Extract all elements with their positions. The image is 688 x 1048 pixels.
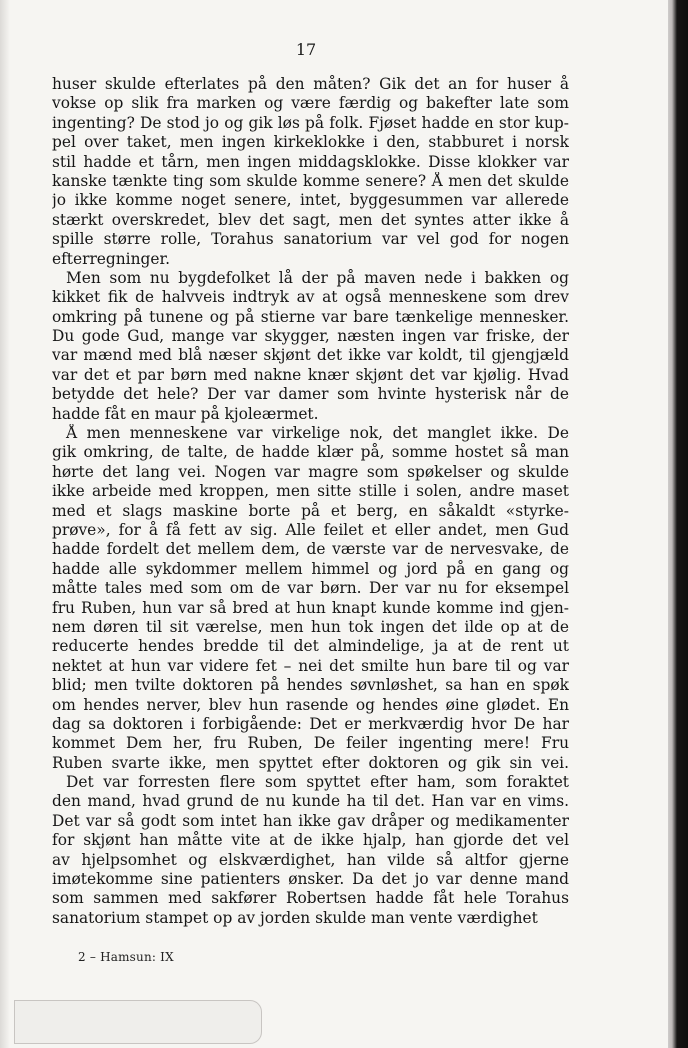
text-line: kikket fik de halvveis indtryk av at også menneskene som drev — [52, 288, 569, 307]
text-line: pel over taket, men ingen kirkeklokke i den, stabburet i norsk — [52, 133, 569, 152]
page-binding-shadow — [0, 0, 10, 1048]
text-line: var det et par børn med nakne knær skjønt det var kjølig. Hvad — [52, 365, 569, 384]
text-line: Det var forresten flere som spyttet efter ham, som foraktet — [66, 773, 569, 792]
text-line: reducerte hendes bredde til det almindelige, ja at de rent ut — [52, 637, 569, 656]
book-edge — [668, 0, 688, 1048]
text-line: hadde alle sykdommer mellem himmel og jord på en gang og — [52, 559, 569, 578]
text-line: vokse op slik fra marken og være færdig og bakefter late som — [52, 94, 569, 113]
text-line: spille større rolle, Torahus sanatorium var vel god for nogen — [52, 230, 569, 249]
text-line: med et slags maskine borte på et berg, en såkaldt «styrke- — [52, 501, 569, 520]
text-line: kommet Dem her, fru Ruben, De feiler ingenting mere! Fru — [52, 734, 569, 753]
text-line: imøtekomme sine patienters ønsker. Da det jo var denne mand — [52, 870, 569, 889]
text-line: var mænd med blå næser skjønt det ikke var koldt, til gjengjæld — [52, 346, 569, 365]
text-line: efterregninger. — [52, 249, 171, 268]
text-line: for skjønt han måtte vite at de ikke hjalp, han gjorde det vel — [52, 831, 569, 850]
text-line: måtte tales med som om de var børn. Der var nu for eksempel — [52, 579, 569, 598]
text-line: blid; men tvilte doktoren på hendes søvnløshet, sa han en spøk — [52, 676, 569, 695]
text-line: betydde det hele? Der var damer som hvinte hysterisk når de — [52, 385, 569, 404]
text-line: nektet at hun var videre fet – nei det smilte hun bare til og var — [52, 656, 569, 675]
text-line: om hendes nerver, blev hun rasende og hendes øine glødet. En — [52, 695, 569, 714]
text-line: av hjelpsomhet og elskværdighet, han vilde så altfor gjerne — [52, 850, 569, 869]
text-line: ikke arbeide med kroppen, men sitte stille i solen, andre maset — [52, 482, 569, 501]
text-line: fru Ruben, hun var så bred at hun knapt kunde komme ind gjen- — [52, 598, 569, 617]
body-text — [52, 75, 569, 928]
text-line: den mand, hvad grund de nu kunde ha til det. Han var en vims. — [52, 792, 569, 811]
text-line: hørte det lang vei. Nogen var magre som spøkelser og skulde — [52, 462, 569, 481]
text-line: hadde fåt en maur på kjoleærmet. — [52, 404, 319, 423]
text-line: huser skulde efterlates på den måten? Gik det an for huser å — [52, 75, 569, 93]
text-line: hadde fordelt det mellem dem, de værste var de nervesvake, de — [52, 540, 569, 559]
text-line: Ruben svarte ikke, men spyttet efter doktoren og gik sin vei. — [52, 753, 569, 772]
text-line: Det var så godt som intet han ikke gav dråper og medikamenter — [52, 811, 569, 830]
text-line: sanatorium stampet op av jorden skulde man vente værdighet — [52, 908, 538, 927]
text-line: stil hadde et tårn, men ingen middagsklokke. Disse klokker var — [52, 152, 569, 171]
page-number: 17 — [295, 40, 317, 59]
text-line: jo ikke komme noget senere, intet, byggesummen var allerede — [52, 191, 569, 210]
text-line: Du gode Gud, mange var skygger, næsten ingen var friske, der — [52, 327, 569, 346]
text-line: Men som nu bygdefolket lå der på maven nede i bakken og — [66, 268, 569, 287]
text-line: gik omkring, de talte, de hadde klær på, somme hostet så man — [52, 443, 569, 462]
library-label — [14, 1000, 262, 1044]
text-line: prøve», for å få fett av sig. Alle feilet et eller andet, men Gud — [52, 520, 569, 539]
signature-mark: 2 – Hamsun: IX — [78, 950, 174, 964]
text-line: ingenting? De stod jo og gik løs på folk. Fjøset hadde en stor kup- — [52, 113, 569, 132]
text-line: som sammen med sakfører Robertsen hadde fåt hele Torahus — [52, 889, 569, 908]
text-line: stærkt overskredet, blev det sagt, men det syntes atter ikke å — [52, 210, 569, 229]
text-line: kanske tænkte ting som skulde komme senere? Å men det skulde — [52, 171, 569, 190]
text-line: Å men menneskene var virkelige nok, det manglet ikke. De — [66, 424, 569, 443]
text-line: omkring på tunene og på stierne var bare tænkelige mennesker. — [52, 307, 569, 326]
text-line: nem døren til sit værelse, men hun tok ingen det ilde op at de — [52, 617, 569, 636]
text-line: dag sa doktoren i forbigående: Det er merkværdig hvor De har — [52, 714, 569, 733]
